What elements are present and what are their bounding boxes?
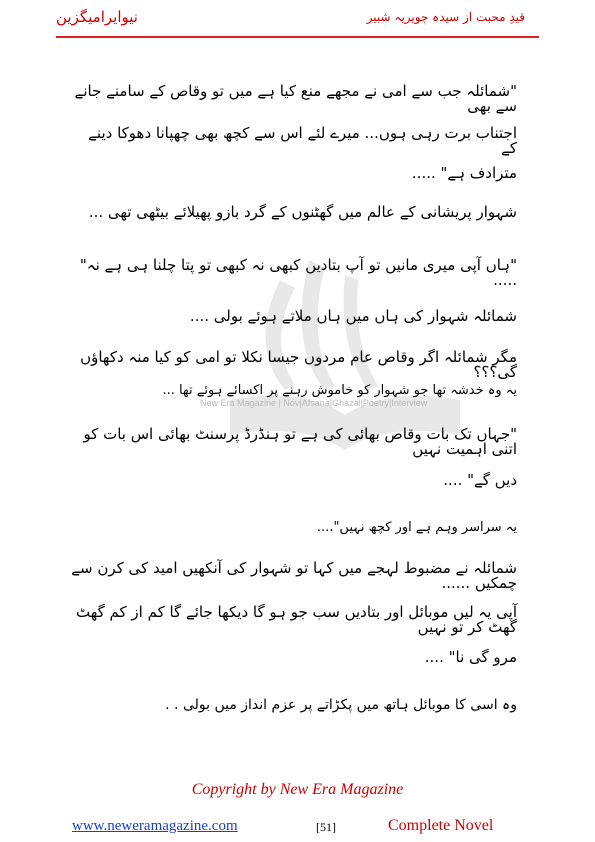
watermark-text: New Era Magazine | Nov|Afsana|Ghazal|Poetry|Interview <box>200 398 428 408</box>
paragraph-line: "ہاں آپی میری مانیں تو آپ بتادیں کبھی نہ کبھی تو پتا چلنا ہی ہے نہ" ..... <box>79 256 517 289</box>
paragraph-line: شہوار پریشانی کے عالم میں گھٹنوں کے گرد بازو پھیلائے بیٹھی تھی ... <box>88 203 517 221</box>
magazine-name: نیوایرامیگزین <box>56 8 138 26</box>
copyright-notice: Copyright by New Era Magazine <box>191 781 404 798</box>
paragraph-line: مرو گی نا" .... <box>424 648 517 666</box>
paragraph-line: "جہاں تک بات وقاص بھائی کی ہے تو ہنڈرڈ پرسنٹ بھائی اس بات کو اتنی اہمیت نہیں <box>83 425 517 458</box>
paragraph-line: اجتناب برت رہی ہوں... میرے لئے اس سے کچھ بھی چھپانا دھوکا دینے کے <box>88 124 517 157</box>
paragraph-line: "شمائلہ جب سے امی نے مجھے منع کیا ہے میں تو وقاص کے سامنے جانے سے بھی <box>74 82 517 115</box>
page-number: [51] <box>316 820 336 834</box>
website-link[interactable]: www.neweramagazine.com <box>72 818 238 834</box>
novel-title: قیدِ محبت از سیدہ جویریہ شبیر <box>366 10 525 24</box>
paragraph-line: وہ اسی کا موبائل ہاتھ میں پکڑاتے پر عزم انداز میں بولی . . <box>165 697 517 713</box>
paragraph-line: دیں گے" .... <box>443 471 517 489</box>
paragraph-line: یہ سراسر وہم ہے اور کچھ نہیں".... <box>316 520 517 535</box>
paragraph-line: آپی یہ لیں موبائل اور بتادیں سب جو ہو گا دیکھا جائے گا کم از کم گھٹ گھٹ کر تو نہیں <box>75 603 517 636</box>
paragraph-line: یہ وہ خدشہ تھا جو شہوار کو خاموش رہنے پر اکسائے ہوئے تھا ... <box>162 383 517 398</box>
paragraph-line: مترادف ہے" ..... <box>411 164 517 182</box>
paragraph-line: شمائلہ نے مضبوط لہجے میں کہا تو شہوار کی آنکھیں امید کی کرن سے چمکیں ...... <box>71 559 517 592</box>
paragraph-line: مگر شمائلہ اگر وقاص عام مردوں جیسا نکلا تو امی کو کیا منہ دکھاؤں گی؟؟؟ <box>80 348 517 381</box>
paragraph-line: شمائلہ شہوار کی ہاں میں ہاں ملاتے ہوئے بولی .... <box>189 307 517 325</box>
complete-novel-label: Complete Novel <box>388 817 494 834</box>
header-divider <box>56 36 539 38</box>
